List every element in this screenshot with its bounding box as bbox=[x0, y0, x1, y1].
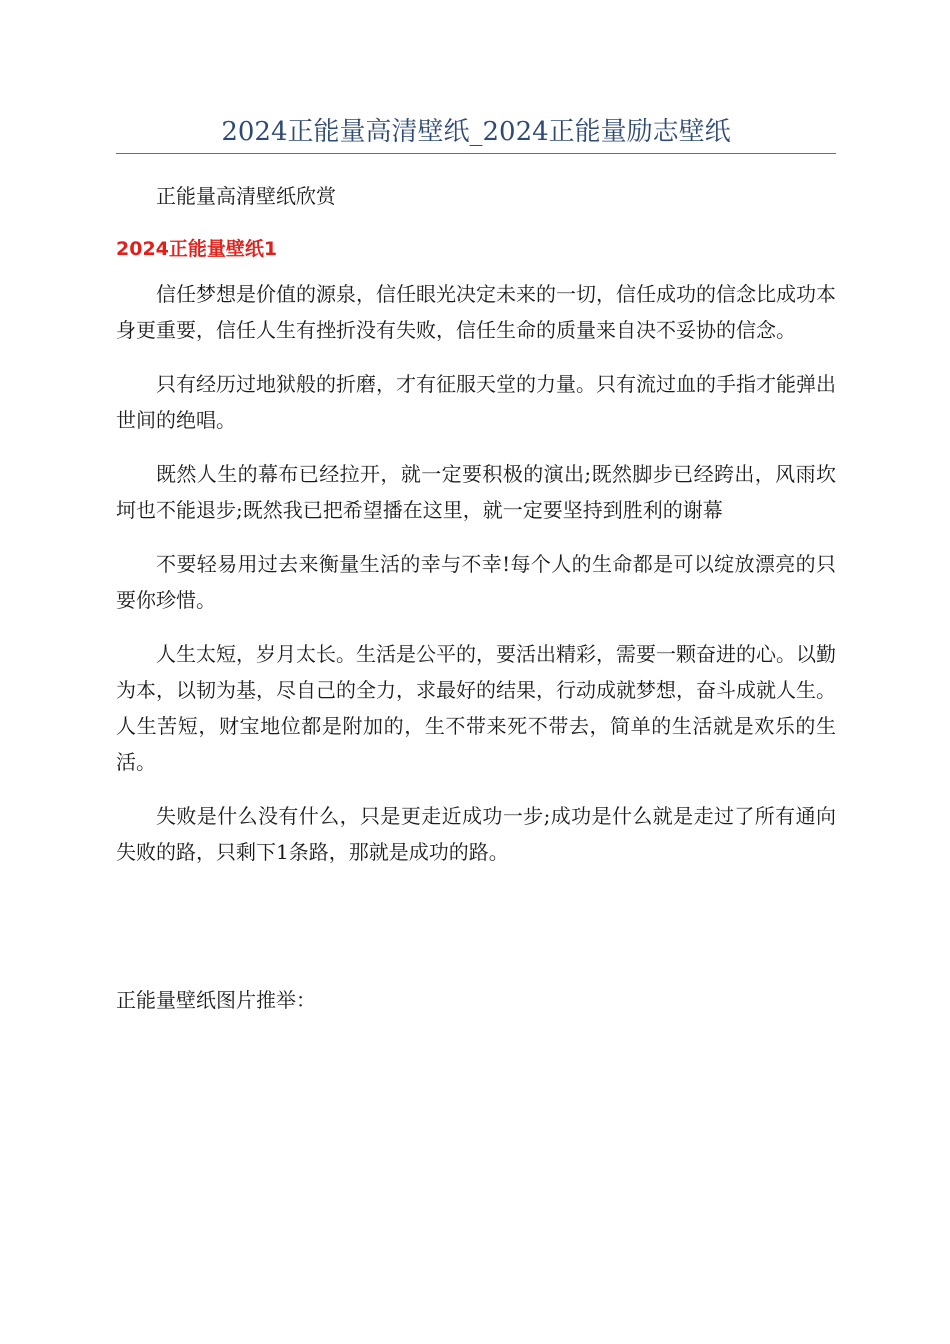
paragraph: 只有经历过地狱般的折磨，才有征服天堂的力量。只有流过血的手指才能弹出世间的绝唱。 bbox=[116, 372, 836, 432]
paragraph: 信任梦想是价值的源泉，信任眼光决定未来的一切，信任成功的信念比成功本身更重要，信任人生有挫折没有失败，信任生命的质量来自决不妥协的信念。 bbox=[116, 282, 836, 342]
paragraph: 既然人生的幕布已经拉开，就一定要积极的演出;既然脚步已经跨出，风雨坎坷也不能退步;既然我已把希望播在这里，就一定要坚持到胜利的谢幕 bbox=[116, 462, 836, 522]
body-text bbox=[116, 276, 836, 888]
intro-line: 正能量高清壁纸欣赏 bbox=[156, 184, 336, 208]
paragraph: 不要轻易用过去来衡量生活的幸与不幸!每个人的生命都是可以绽放漂亮的只要你珍惜。 bbox=[116, 552, 836, 612]
section-heading: 2024正能量壁纸1 bbox=[116, 238, 278, 260]
paragraph: 失败是什么没有什么，只是更走近成功一步;成功是什么就是走过了所有通向失败的路，只剩下1条路，那就是成功的路。 bbox=[116, 804, 836, 864]
closing-line: 正能量壁纸图片推举： bbox=[116, 988, 316, 1012]
title-underline bbox=[116, 153, 836, 154]
document-title: 2024正能量高清壁纸_2024正能量励志壁纸 bbox=[221, 117, 731, 147]
paragraph: 人生太短，岁月太长。生活是公平的，要活出精彩，需要一颗奋进的心。以勤为本，以韧为基，尽自己的全力，求最好的结果，行动成就梦想，奋斗成就人生。人生苦短，财宝地位都是附加的，生不带来死不带去，简单的生活就是欢乐的生活。 bbox=[116, 642, 836, 774]
